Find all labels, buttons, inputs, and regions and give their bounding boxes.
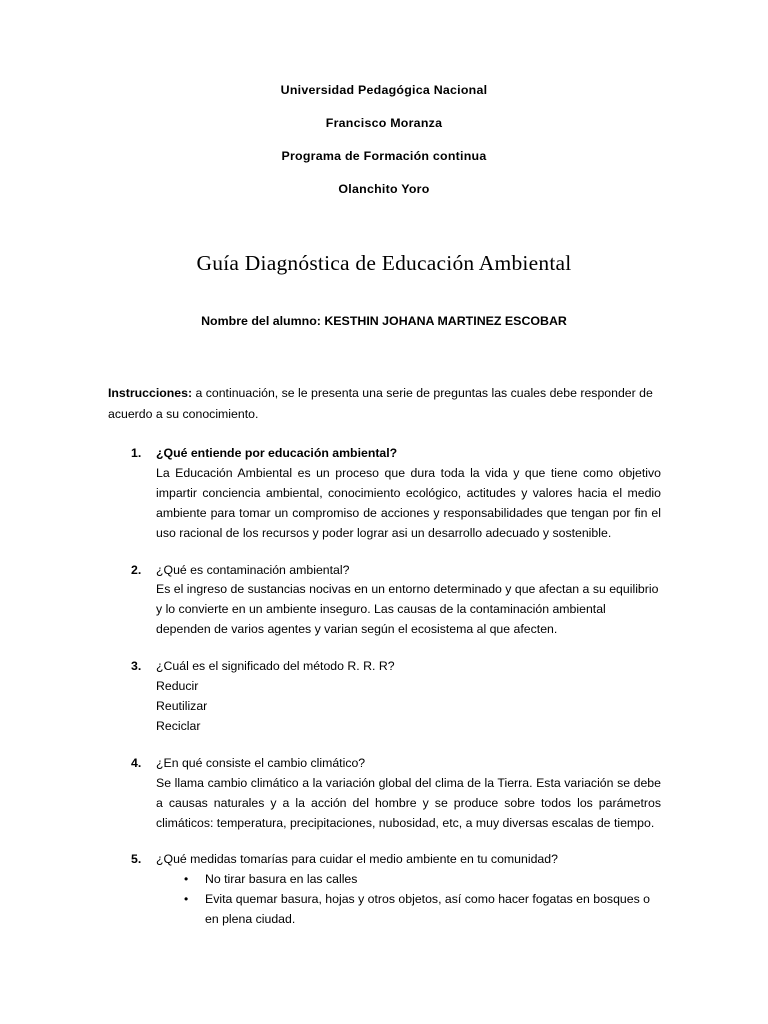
question-prompt: ¿Qué es contaminación ambiental?: [156, 562, 350, 577]
answer-line: Reutilizar: [156, 698, 208, 713]
question-list: [131, 444, 661, 930]
question-prompt: ¿Cuál es el significado del método R. R. R?: [156, 659, 395, 674]
question-number: 5.: [131, 852, 142, 867]
list-item-text: Evita quemar basura, hojas y otros objetos, así como hacer fogatas en bosques o en plena ciudad.: [205, 892, 650, 927]
question-prompt: ¿En qué consiste el cambio climático?: [156, 755, 366, 770]
list-item: [156, 870, 661, 890]
question-number: 3.: [131, 659, 142, 674]
instructions-label: Instrucciones:: [108, 386, 193, 401]
header-line-location: Olanchito Yoro: [338, 181, 430, 196]
question-number: 4.: [131, 755, 142, 770]
institution-header: [0, 84, 768, 195]
question-item-3: [131, 657, 661, 737]
page-title: Guía Diagnóstica de Educación Ambiental: [196, 251, 572, 276]
instructions-paragraph: [108, 383, 661, 425]
answer-line: Reciclar: [156, 718, 201, 733]
question-item-5: [131, 850, 661, 930]
question-item-2: [131, 561, 661, 641]
question-answer-bullets: [156, 870, 661, 930]
question-number: 1.: [131, 446, 142, 460]
question-answer: Se llama cambio climático a la variación global del clima de la Tierra. Esta variación se debe a causas naturales y a la acción del hombre y se produce sobre todos los parámetros climáticos: temperatura, precipitaciones, nubosidad, etc, a muy diversas escalas de tiempo.: [156, 775, 661, 830]
question-item-1: [131, 444, 661, 544]
header-line-campus: Francisco Moranza: [325, 115, 443, 130]
question-answer: La Educación Ambiental es un proceso que dura toda la vida y que tiene como objetivo impartir conciencia ambiental, conocimiento ecológico, actitudes y valores hacia el medio ambiente para tomar un compromiso de acciones y responsabilidades que tengan por fin el uso racional de los recursos y poder lograr asi un desarrollo adecuado y sostenible.: [156, 465, 661, 540]
student-name-line: Nombre del alumno: KESTHIN JOHANA MARTINEZ ESCOBAR: [201, 314, 567, 328]
bullet-icon: •: [184, 872, 189, 887]
question-prompt: ¿Qué entiende por educación ambiental?: [156, 446, 398, 460]
question-answer: Es el ingreso de sustancias nocivas en un entorno determinado y que afectan a su equilibrio y lo convierte en un ambiente inseguro. Las causas de la contaminación ambiental dependen de varios agentes y varian según el ecosistema al que afecten.: [156, 582, 659, 637]
answer-line: Reducir: [156, 679, 199, 694]
list-item: [156, 890, 661, 930]
list-item-text: No tirar basura en las calles: [205, 872, 358, 887]
question-prompt: ¿Qué medidas tomarías para cuidar el medio ambiente en tu comunidad?: [156, 852, 558, 867]
instructions-body: a continuación, se le presenta una serie de preguntas las cuales debe responder de acuerdo a su conocimiento.: [108, 386, 653, 422]
question-number: 2.: [131, 562, 142, 577]
question-item-4: [131, 754, 661, 834]
bullet-icon: •: [184, 892, 189, 907]
question-answer-lines: [156, 677, 661, 737]
header-line-program: Programa de Formación continua: [281, 148, 487, 163]
header-line-university: Universidad Pedagógica Nacional: [280, 83, 488, 97]
